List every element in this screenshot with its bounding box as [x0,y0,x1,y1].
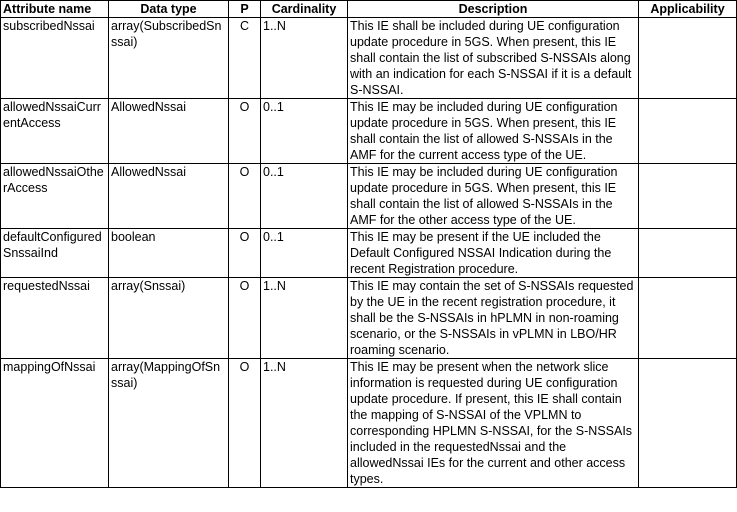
header-cardinality: Cardinality [261,1,348,18]
data-type-cell: boolean [109,229,229,278]
data-type-cell: array(Snssai) [109,278,229,359]
table-header-row [1,1,737,18]
cardinality-cell: 1..N [261,278,348,359]
presence-cell: O [229,359,261,488]
header-data-type: Data type [109,1,229,18]
description-cell: This IE may be present when the network slice information is requested during UE configuration update procedure. If present, this IE shall contain the mapping of S-NSSAI of the VPLMN to corresponding HPLMN S-NSSAI, for the S-NSSAIs included in the requestedNssai and the allowedNssai IEs for the current and other access types. [348,359,639,488]
data-type-cell: AllowedNssai [109,164,229,229]
presence-cell: C [229,18,261,99]
header-description: Description [348,1,639,18]
description-cell: This IE shall be included during UE configuration update procedure in 5GS. When present, this IE shall contain the list of subscribed S-NSSAIs along with an indication for each S-NSSAI if it is a default S-NSSAI. [348,18,639,99]
applicability-cell [639,18,737,99]
cardinality-cell: 0..1 [261,164,348,229]
table-row [1,164,737,229]
table-row [1,229,737,278]
description-cell: This IE may be included during UE configuration update procedure in 5GS. When present, this IE shall contain the list of allowed S-NSSAIs in the AMF for the other access type of the UE. [348,164,639,229]
description-cell: This IE may be included during UE configuration update procedure in 5GS. When present, this IE shall contain the list of allowed S-NSSAIs in the AMF for the current access type of the UE. [348,99,639,164]
attribute-name-cell: defaultConfiguredSnssaiInd [1,229,109,278]
applicability-cell [639,99,737,164]
attribute-name-cell: requestedNssai [1,278,109,359]
presence-cell: O [229,164,261,229]
cardinality-cell: 1..N [261,18,348,99]
cardinality-cell: 1..N [261,359,348,488]
data-type-cell: array(MappingOfSnssai) [109,359,229,488]
presence-cell: O [229,229,261,278]
table-row [1,18,737,99]
applicability-cell [639,164,737,229]
header-p: P [229,1,261,18]
attribute-name-cell: allowedNssaiOtherAccess [1,164,109,229]
presence-cell: O [229,99,261,164]
header-attribute-name: Attribute name [1,1,109,18]
table-row [1,278,737,359]
cardinality-cell: 0..1 [261,99,348,164]
data-type-cell: AllowedNssai [109,99,229,164]
applicability-cell [639,278,737,359]
cardinality-cell: 0..1 [261,229,348,278]
description-cell: This IE may contain the set of S-NSSAIs requested by the UE in the recent registration procedure, it shall be the S-NSSAIs in hPLMN in non-roaming scenario, or the S-NSSAIs in vPLMN in LBO/HR roaming scenario. [348,278,639,359]
applicability-cell [639,229,737,278]
presence-cell: O [229,278,261,359]
data-type-cell: array(SubscribedSnssai) [109,18,229,99]
description-cell: This IE may be present if the UE included the Default Configured NSSAI Indication during the recent Registration procedure. [348,229,639,278]
header-applicability: Applicability [639,1,737,18]
attribute-name-cell: subscribedNssai [1,18,109,99]
attribute-name-cell: mappingOfNssai [1,359,109,488]
applicability-cell [639,359,737,488]
attribute-name-cell: allowedNssaiCurrentAccess [1,99,109,164]
table-row [1,359,737,488]
table-row [1,99,737,164]
